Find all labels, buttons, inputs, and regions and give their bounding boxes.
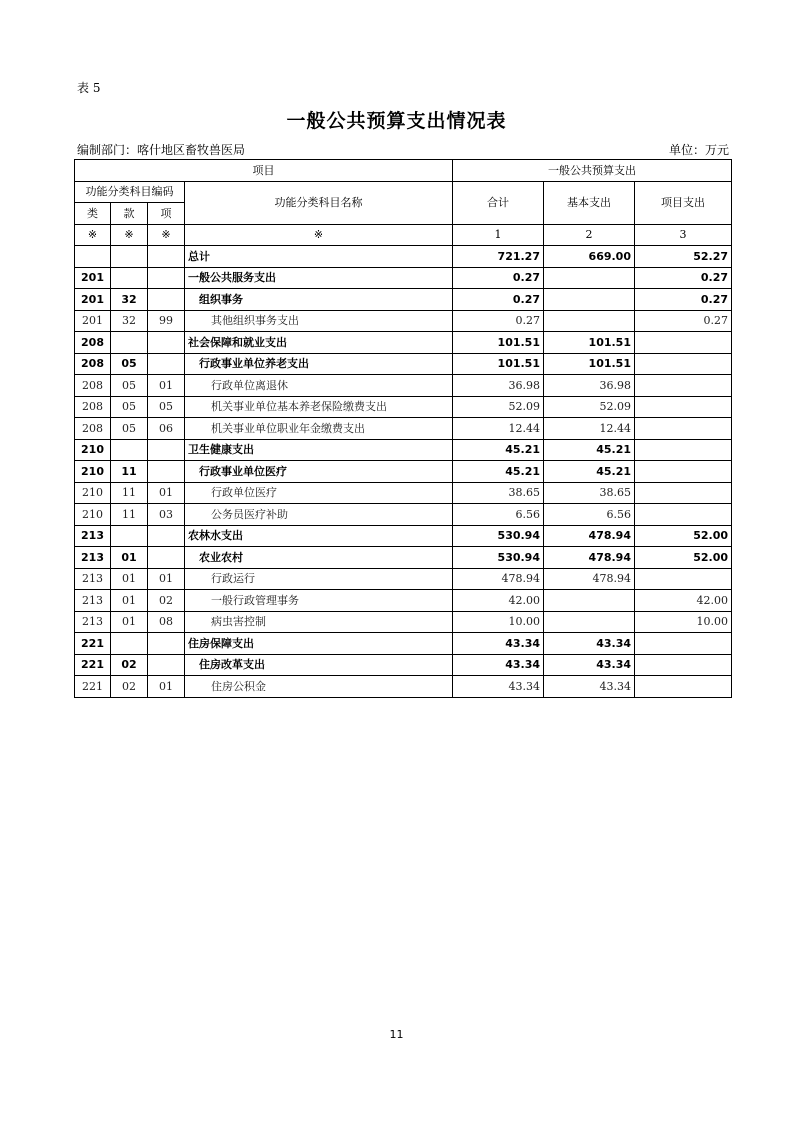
cell-kuan	[111, 332, 148, 354]
cell-lei: 221	[75, 676, 111, 698]
cell-total: 42.00	[453, 590, 544, 612]
cell-name: 行政事业单位养老支出	[185, 353, 453, 375]
cell-name: 行政单位离退休	[185, 375, 453, 397]
cell-total: 6.56	[453, 504, 544, 526]
cell-name: 住房改革支出	[185, 654, 453, 676]
table-row	[75, 439, 732, 461]
header-xiang: 项	[148, 203, 185, 225]
table-row	[75, 676, 732, 698]
cell-xiang	[148, 654, 185, 676]
cell-name: 其他组织事务支出	[185, 310, 453, 332]
cell-total: 0.27	[453, 289, 544, 311]
table-row	[75, 547, 732, 569]
cell-basic: 43.34	[544, 633, 635, 655]
header-col-3: 3	[635, 224, 732, 246]
cell-lei: 213	[75, 568, 111, 590]
header-project: 项目	[75, 160, 453, 182]
cell-name: 机关事业单位基本养老保险缴费支出	[185, 396, 453, 418]
budget-table	[74, 159, 732, 698]
table-row	[75, 461, 732, 483]
cell-xiang	[148, 547, 185, 569]
cell-basic: 478.94	[544, 547, 635, 569]
header-col-2: 2	[544, 224, 635, 246]
cell-project	[635, 654, 732, 676]
cell-xiang: 01	[148, 375, 185, 397]
cell-lei: 210	[75, 504, 111, 526]
cell-name: 农林水支出	[185, 525, 453, 547]
cell-total: 0.27	[453, 267, 544, 289]
cell-name: 卫生健康支出	[185, 439, 453, 461]
cell-lei	[75, 246, 111, 268]
cell-xiang	[148, 289, 185, 311]
cell-total: 43.34	[453, 654, 544, 676]
cell-project	[635, 504, 732, 526]
cell-total: 10.00	[453, 611, 544, 633]
cell-total: 52.09	[453, 396, 544, 418]
cell-kuan: 01	[111, 547, 148, 569]
cell-basic: 669.00	[544, 246, 635, 268]
cell-xiang	[148, 633, 185, 655]
header-mark: ※	[148, 224, 185, 246]
cell-kuan: 11	[111, 461, 148, 483]
cell-total: 478.94	[453, 568, 544, 590]
cell-xiang	[148, 332, 185, 354]
cell-project: 42.00	[635, 590, 732, 612]
cell-project	[635, 353, 732, 375]
cell-project	[635, 332, 732, 354]
cell-total: 38.65	[453, 482, 544, 504]
header-row-1	[75, 160, 732, 182]
table-row	[75, 332, 732, 354]
cell-total: 101.51	[453, 353, 544, 375]
header-row-2	[75, 181, 732, 203]
cell-project	[635, 482, 732, 504]
cell-lei: 210	[75, 439, 111, 461]
cell-basic	[544, 310, 635, 332]
cell-project	[635, 676, 732, 698]
cell-xiang: 05	[148, 396, 185, 418]
cell-xiang: 02	[148, 590, 185, 612]
header-mark: ※	[111, 224, 148, 246]
cell-xiang: 08	[148, 611, 185, 633]
cell-total: 530.94	[453, 525, 544, 547]
table-label: 表 5	[77, 81, 101, 95]
cell-name: 行政事业单位医疗	[185, 461, 453, 483]
cell-project	[635, 439, 732, 461]
cell-project: 52.00	[635, 525, 732, 547]
cell-name: 住房公积金	[185, 676, 453, 698]
table-row	[75, 418, 732, 440]
table-row	[75, 654, 732, 676]
cell-kuan: 32	[111, 310, 148, 332]
cell-basic: 478.94	[544, 525, 635, 547]
cell-basic: 43.34	[544, 654, 635, 676]
cell-xiang	[148, 439, 185, 461]
header-kuan: 款	[111, 203, 148, 225]
cell-total: 530.94	[453, 547, 544, 569]
table-row	[75, 482, 732, 504]
cell-kuan	[111, 525, 148, 547]
header-budget-group: 一般公共预算支出	[453, 160, 732, 182]
cell-kuan: 05	[111, 396, 148, 418]
cell-project: 52.27	[635, 246, 732, 268]
cell-name: 农业农村	[185, 547, 453, 569]
cell-project: 52.00	[635, 547, 732, 569]
cell-xiang: 01	[148, 568, 185, 590]
header-row-4	[75, 224, 732, 246]
cell-xiang: 01	[148, 676, 185, 698]
cell-project: 0.27	[635, 310, 732, 332]
cell-name: 公务员医疗补助	[185, 504, 453, 526]
cell-project	[635, 633, 732, 655]
cell-project: 10.00	[635, 611, 732, 633]
cell-basic: 43.34	[544, 676, 635, 698]
cell-project	[635, 568, 732, 590]
cell-kuan: 11	[111, 504, 148, 526]
cell-total: 36.98	[453, 375, 544, 397]
cell-xiang	[148, 267, 185, 289]
cell-kuan: 02	[111, 676, 148, 698]
cell-kuan: 05	[111, 353, 148, 375]
cell-basic: 45.21	[544, 461, 635, 483]
cell-total: 101.51	[453, 332, 544, 354]
cell-basic	[544, 267, 635, 289]
cell-project: 0.27	[635, 289, 732, 311]
cell-project	[635, 375, 732, 397]
table-row	[75, 267, 732, 289]
cell-kuan	[111, 633, 148, 655]
table-row	[75, 396, 732, 418]
table-row	[75, 611, 732, 633]
cell-total: 45.21	[453, 461, 544, 483]
cell-name: 一般公共服务支出	[185, 267, 453, 289]
cell-name: 行政单位医疗	[185, 482, 453, 504]
header-mark: ※	[75, 224, 111, 246]
cell-basic: 101.51	[544, 332, 635, 354]
cell-basic	[544, 611, 635, 633]
cell-name: 病虫害控制	[185, 611, 453, 633]
cell-kuan: 02	[111, 654, 148, 676]
cell-kuan: 05	[111, 375, 148, 397]
cell-kuan: 11	[111, 482, 148, 504]
cell-lei: 221	[75, 633, 111, 655]
unit-label: 单位：万元	[668, 143, 729, 157]
table-row	[75, 375, 732, 397]
cell-basic	[544, 289, 635, 311]
cell-total: 45.21	[453, 439, 544, 461]
cell-project: 0.27	[635, 267, 732, 289]
cell-name: 机关事业单位职业年金缴费支出	[185, 418, 453, 440]
cell-name: 组织事务	[185, 289, 453, 311]
cell-lei: 213	[75, 611, 111, 633]
cell-total: 0.27	[453, 310, 544, 332]
department-label: 编制部门：喀什地区畜牧兽医局	[77, 143, 246, 157]
cell-basic: 38.65	[544, 482, 635, 504]
header-lei: 类	[75, 203, 111, 225]
cell-basic	[544, 590, 635, 612]
cell-lei: 210	[75, 482, 111, 504]
cell-project	[635, 461, 732, 483]
cell-lei: 201	[75, 289, 111, 311]
cell-kuan	[111, 439, 148, 461]
table-row	[75, 633, 732, 655]
cell-basic: 478.94	[544, 568, 635, 590]
cell-basic: 36.98	[544, 375, 635, 397]
cell-xiang: 99	[148, 310, 185, 332]
cell-lei: 213	[75, 547, 111, 569]
cell-name: 总计	[185, 246, 453, 268]
header-total: 合计	[453, 181, 544, 224]
table-row	[75, 289, 732, 311]
cell-project	[635, 396, 732, 418]
cell-lei: 221	[75, 654, 111, 676]
cell-lei: 201	[75, 310, 111, 332]
cell-xiang	[148, 353, 185, 375]
cell-xiang	[148, 246, 185, 268]
page-title: 一般公共预算支出情况表	[286, 110, 507, 132]
cell-basic: 52.09	[544, 396, 635, 418]
cell-kuan	[111, 246, 148, 268]
table-row	[75, 590, 732, 612]
cell-lei: 208	[75, 375, 111, 397]
cell-name: 一般行政管理事务	[185, 590, 453, 612]
header-mark: ※	[185, 224, 453, 246]
cell-name: 住房保障支出	[185, 633, 453, 655]
cell-lei: 208	[75, 418, 111, 440]
cell-basic: 6.56	[544, 504, 635, 526]
table-row	[75, 246, 732, 268]
cell-name: 行政运行	[185, 568, 453, 590]
cell-xiang	[148, 461, 185, 483]
cell-lei: 208	[75, 353, 111, 375]
cell-kuan: 01	[111, 611, 148, 633]
cell-kuan: 05	[111, 418, 148, 440]
cell-kuan: 01	[111, 590, 148, 612]
cell-basic: 45.21	[544, 439, 635, 461]
table-row	[75, 310, 732, 332]
cell-name: 社会保障和就业支出	[185, 332, 453, 354]
cell-kuan: 32	[111, 289, 148, 311]
cell-xiang	[148, 525, 185, 547]
cell-total: 721.27	[453, 246, 544, 268]
page-number: 11	[389, 1028, 404, 1041]
table-row	[75, 525, 732, 547]
header-code-group: 功能分类科目编码	[75, 181, 185, 203]
cell-kuan	[111, 267, 148, 289]
header-col-1: 1	[453, 224, 544, 246]
cell-xiang: 01	[148, 482, 185, 504]
cell-lei: 208	[75, 332, 111, 354]
cell-total: 43.34	[453, 633, 544, 655]
table-row	[75, 353, 732, 375]
table-row	[75, 504, 732, 526]
cell-xiang: 06	[148, 418, 185, 440]
cell-kuan: 01	[111, 568, 148, 590]
cell-project	[635, 418, 732, 440]
header-name: 功能分类科目名称	[185, 181, 453, 224]
cell-total: 12.44	[453, 418, 544, 440]
cell-lei: 213	[75, 525, 111, 547]
cell-lei: 210	[75, 461, 111, 483]
cell-basic: 12.44	[544, 418, 635, 440]
header-basic: 基本支出	[544, 181, 635, 224]
cell-lei: 201	[75, 267, 111, 289]
cell-lei: 213	[75, 590, 111, 612]
cell-xiang: 03	[148, 504, 185, 526]
cell-basic: 101.51	[544, 353, 635, 375]
header-project-exp: 项目支出	[635, 181, 732, 224]
table-row	[75, 568, 732, 590]
cell-total: 43.34	[453, 676, 544, 698]
cell-lei: 208	[75, 396, 111, 418]
